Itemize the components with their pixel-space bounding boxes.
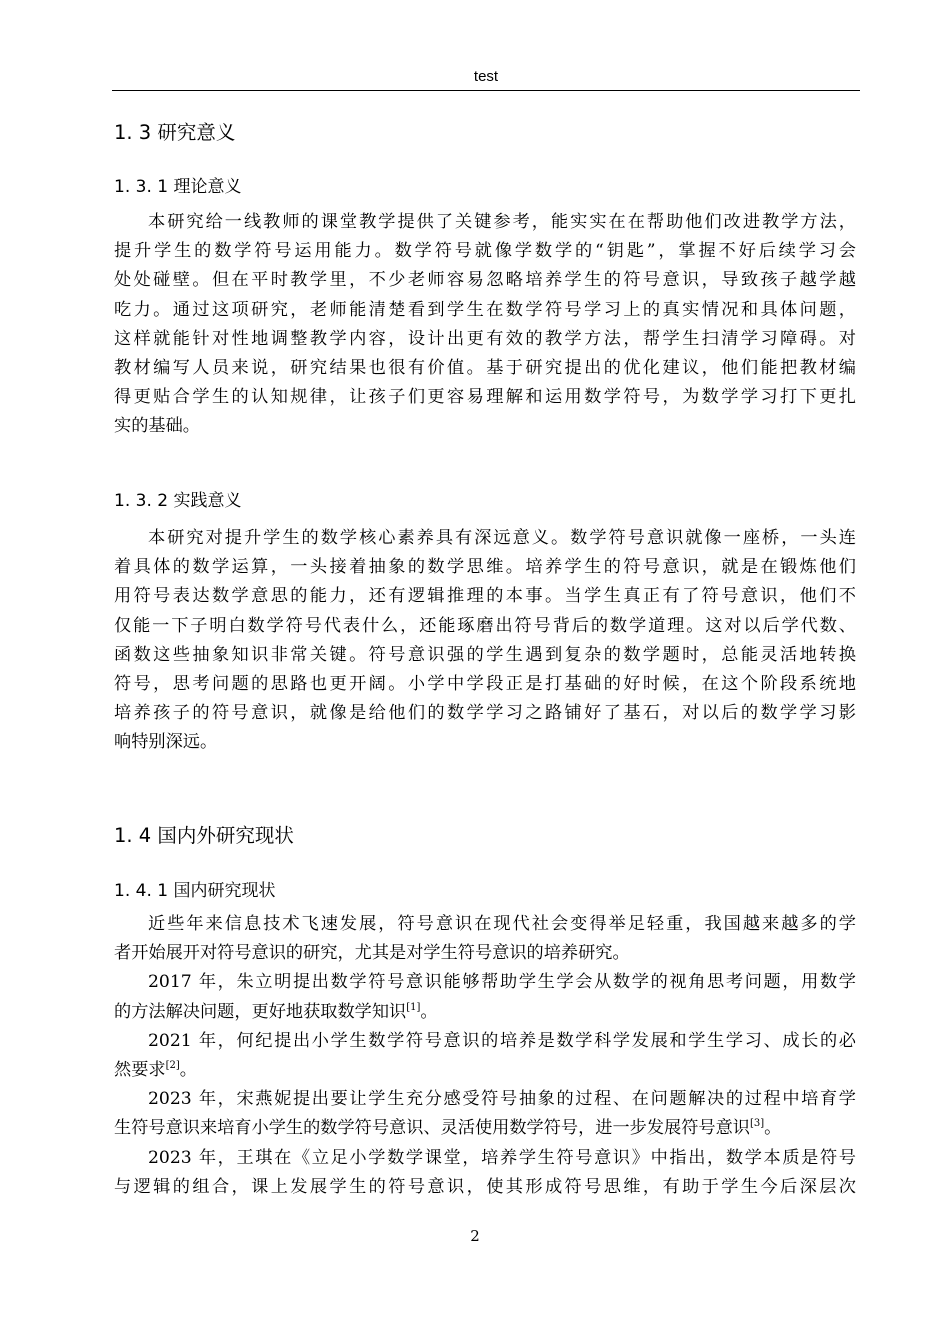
text-fragment: 的方法解决问题，更好地获取数学知识 <box>114 1001 407 1022</box>
paragraph-theoretical-significance <box>114 208 856 442</box>
citation-ref: [3] <box>749 1118 765 1130</box>
text-line: 仅能一下子明白数学符号代表什么，还能琢磨出符号背后的数学道理。这对以后学代数、 <box>114 615 856 636</box>
text-line: 着具体的数学运算，一头接着抽象的数学思维。培养学生的符号意识，就是在锻炼他们 <box>114 557 856 578</box>
text-line: 教材编写人员来说，研究结果也很有价值。基于研究提出的优化建议，他们能把教材编 <box>114 357 856 378</box>
text-line: 符号，思考问题的思路也更开阔。小学中学段正是打基础的好时候，在这个阶段系统地 <box>114 673 856 694</box>
text-line: 2021 年，何纪提出小学生数学符号意识的培养是数学科学发展和学生学习、成长的必 <box>148 1030 856 1051</box>
text-line: 响特别深远。 <box>114 732 218 753</box>
citation-ref: [1] <box>406 1001 421 1013</box>
section-heading-1-4: 1. 4 国内外研究现状 <box>114 824 294 847</box>
text-line: 本研究给一线教师的课堂教学提供了关键参考，能实实在在帮助他们改进教学方法， <box>148 212 856 232</box>
text-line: 2023 年，王琪在《立足小学数学课堂，培养学生符号意识》中指出，数学本质是符号 <box>148 1147 856 1168</box>
text-line: 这样就能针对性地调整教学内容，设计出更有效的教学方法，帮学生扫清学习障碍。对 <box>114 328 856 349</box>
text-line: 2017 年，朱立明提出数学符号意识能够帮助学生学会从数学的视角思考问题，用数学 <box>148 972 856 993</box>
text-line: 用符号表达数学意思的能力，还有逻辑推理的本事。当学生真正有了符号意识，他们不 <box>114 586 856 607</box>
page-header-title: test <box>473 68 499 85</box>
text-line: 得更贴合学生的认知规律，让孩子们更容易理解和运用数学符号，为数学学习打下更扎 <box>114 387 856 408</box>
subsection-heading-1-3-2: 1. 3. 2 实践意义 <box>114 491 242 511</box>
text-line: 2023 年，宋燕妮提出要让学生充分感受符号抽象的过程、在问题解决的过程中培育学 <box>148 1089 856 1110</box>
paragraph-practical-significance <box>114 524 856 758</box>
text-line: 吃力。通过这项研究，老师能清楚看到学生在数学符号学习上的真实情况和具体问题， <box>114 299 856 320</box>
text-line: 近些年来信息技术飞速发展，符号意识在现代社会变得举足轻重，我国越来越多的学 <box>148 914 856 934</box>
text-line: 处处碰壁。但在平时教学里，不少老师容易忽略培养学生的符号意识，导致孩子越学越 <box>114 270 856 291</box>
text-line: 与逻辑的组合，课上发展学生的符号意识，使其形成符号思维，有助于学生今后深层次 <box>114 1176 856 1197</box>
section-heading-1-3: 1. 3 研究意义 <box>114 121 236 144</box>
punctuation: 。 <box>179 1059 197 1080</box>
header-divider <box>112 90 860 91</box>
text-line <box>114 998 856 1027</box>
text-line: 培养孩子的符号意识，就像是给他们的数学学习之路铺好了基石，对以后的数学学习影 <box>114 703 856 724</box>
text-line <box>114 1056 856 1085</box>
paragraph-domestic-research <box>114 910 856 1202</box>
text-line: 提升学生的数学符号运用能力。数学符号就像学数学的“钥匙”，掌握不好后续学习会 <box>114 241 856 262</box>
text-line: 者开始展开对符号意识的研究，尤其是对学生符号意识的培养研究。 <box>114 943 630 964</box>
page-number: 2 <box>470 1227 480 1245</box>
subsection-heading-1-3-1: 1. 3. 1 理论意义 <box>114 177 242 197</box>
punctuation: 。 <box>420 1001 438 1022</box>
text-line <box>114 1114 856 1143</box>
text-fragment: 生符号意识来培育小学生的数学符号意识、灵活使用数学符号，进一步发展符号意识 <box>114 1118 750 1139</box>
text-fragment: 然要求 <box>114 1059 166 1080</box>
punctuation: 。 <box>764 1118 782 1139</box>
citation-ref: [2] <box>165 1059 180 1071</box>
text-line: 函数这些抽象知识非常关键。符号意识强的学生遇到复杂的数学题时，总能灵活地转换 <box>114 644 856 665</box>
subsection-heading-1-4-1: 1. 4. 1 国内研究现状 <box>114 881 276 901</box>
text-line: 本研究对提升学生的数学核心素养具有深远意义。数学符号意识就像一座桥，一头连 <box>148 528 856 548</box>
text-line: 实的基础。 <box>114 416 200 437</box>
